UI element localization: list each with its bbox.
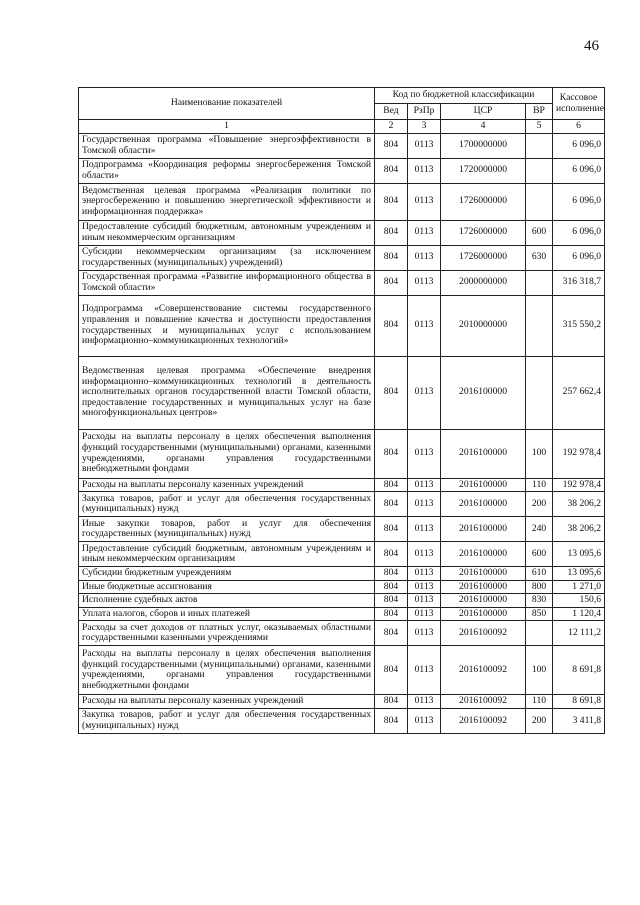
row-rzpr-cell: 0113 [408, 708, 441, 733]
row-name-cell: Предоставление субсидий бюджетным, автономным учреждениям и иным некоммерческим организациям [79, 220, 375, 245]
row-amount-cell: 316 318,7 [553, 270, 605, 295]
row-vr-cell: 100 [526, 646, 553, 695]
row-name-cell: Государственная программа «Развитие информационного общества в Томской области» [79, 270, 375, 295]
row-vr-cell: 600 [526, 542, 553, 567]
row-csr-cell: 2016100092 [441, 695, 526, 709]
row-rzpr-cell: 0113 [408, 542, 441, 567]
row-name-cell: Расходы на выплаты персоналу в целях обеспечения выполнения функций государственными (муниципальными) органами, казенными учреждениями, органами управления государственными внебюджетными фондами [79, 646, 375, 695]
row-ved-cell: 804 [375, 133, 408, 158]
row-vr-cell: 110 [526, 695, 553, 709]
column-number-6: 6 [553, 120, 605, 134]
row-csr-cell: 1726000000 [441, 220, 526, 245]
row-csr-cell: 2016100000 [441, 356, 526, 429]
table-row [79, 133, 605, 158]
table-row [79, 356, 605, 429]
row-amount-cell: 6 096,0 [553, 220, 605, 245]
table-row [79, 594, 605, 608]
table-row [79, 708, 605, 733]
row-name-cell: Расходы на выплаты персоналу казенных учреждений [79, 695, 375, 709]
row-csr-cell: 1720000000 [441, 158, 526, 183]
row-amount-cell: 3 411,8 [553, 708, 605, 733]
row-csr-cell: 2016100000 [441, 492, 526, 517]
row-name-cell: Субсидии бюджетным учреждениям [79, 567, 375, 581]
row-ved-cell: 804 [375, 517, 408, 542]
table-row [79, 607, 605, 621]
table-row [79, 695, 605, 709]
row-amount-cell: 6 096,0 [553, 183, 605, 220]
row-amount-cell: 315 550,2 [553, 295, 605, 356]
table-row [79, 580, 605, 594]
row-csr-cell: 2016100000 [441, 567, 526, 581]
row-csr-cell: 2010000000 [441, 295, 526, 356]
row-name-cell: Ведомственная целевая программа «Обеспечение внедрения информационно–коммуникационных технологий в деятельность исполнительных органов государственной власти Томской области, предоставление государственных и муниципальных услуг на базе многофункциональных центров» [79, 356, 375, 429]
table-row [79, 158, 605, 183]
table-body [79, 133, 605, 733]
table-row [79, 220, 605, 245]
row-ved-cell: 804 [375, 245, 408, 270]
header-csr: ЦСР [441, 104, 526, 120]
row-csr-cell: 2016100000 [441, 429, 526, 478]
row-name-cell: Ведомственная целевая программа «Реализация политики по энергосбережению и повышению энергетической эффективности и информационная поддержка» [79, 183, 375, 220]
row-csr-cell: 1700000000 [441, 133, 526, 158]
row-csr-cell: 2016100000 [441, 594, 526, 608]
row-name-cell: Исполнение судебных актов [79, 594, 375, 608]
row-csr-cell: 2000000000 [441, 270, 526, 295]
row-csr-cell: 2016100000 [441, 580, 526, 594]
column-number-5: 5 [526, 120, 553, 134]
row-ved-cell: 804 [375, 183, 408, 220]
row-ved-cell: 804 [375, 594, 408, 608]
row-vr-cell: 830 [526, 594, 553, 608]
row-amount-cell: 6 096,0 [553, 158, 605, 183]
header-name-column: Наименование показателей [79, 88, 375, 120]
row-vr-cell: 630 [526, 245, 553, 270]
row-amount-cell: 1 271,0 [553, 580, 605, 594]
row-ved-cell: 804 [375, 708, 408, 733]
budget-table [78, 87, 605, 734]
row-vr-cell [526, 133, 553, 158]
row-name-cell: Подпрограмма «Совершенствование системы государственного управления и повышение качества и доступности предоставления государственных и муниципальных услуг с использованием информационно–коммуникационных технологий» [79, 295, 375, 356]
row-vr-cell: 200 [526, 492, 553, 517]
row-rzpr-cell: 0113 [408, 594, 441, 608]
row-rzpr-cell: 0113 [408, 158, 441, 183]
row-vr-cell: 110 [526, 478, 553, 492]
row-csr-cell: 2016100000 [441, 607, 526, 621]
row-rzpr-cell: 0113 [408, 478, 441, 492]
row-name-cell: Иные бюджетные ассигнования [79, 580, 375, 594]
table-row [79, 245, 605, 270]
row-name-cell: Закупка товаров, работ и услуг для обеспечения государственных (муниципальных) нужд [79, 492, 375, 517]
row-rzpr-cell: 0113 [408, 492, 441, 517]
column-number-2: 2 [375, 120, 408, 134]
table-row [79, 429, 605, 478]
row-rzpr-cell: 0113 [408, 270, 441, 295]
row-vr-cell: 200 [526, 708, 553, 733]
row-ved-cell: 804 [375, 220, 408, 245]
table-row [79, 542, 605, 567]
table-row [79, 492, 605, 517]
header-rzpr: РзПр [408, 104, 441, 120]
row-ved-cell: 804 [375, 356, 408, 429]
header-ved: Вед [375, 104, 408, 120]
row-csr-cell: 1726000000 [441, 245, 526, 270]
table-row [79, 183, 605, 220]
row-ved-cell: 804 [375, 158, 408, 183]
table-row [79, 270, 605, 295]
table-row [79, 646, 605, 695]
header-code-group: Код по бюджетной классификации [375, 88, 553, 104]
row-vr-cell [526, 295, 553, 356]
row-ved-cell: 804 [375, 607, 408, 621]
row-csr-cell: 2016100092 [441, 621, 526, 646]
row-ved-cell: 804 [375, 478, 408, 492]
row-rzpr-cell: 0113 [408, 621, 441, 646]
row-name-cell: Иные закупки товаров, работ и услуг для обеспечения государственных (муниципальных) нужд [79, 517, 375, 542]
row-amount-cell: 192 978,4 [553, 478, 605, 492]
row-csr-cell: 2016100000 [441, 542, 526, 567]
row-vr-cell [526, 158, 553, 183]
row-name-cell: Субсидии некоммерческим организациям (за исключением государственных (муниципальных) учреждений) [79, 245, 375, 270]
row-vr-cell: 850 [526, 607, 553, 621]
row-vr-cell: 800 [526, 580, 553, 594]
row-csr-cell: 2016100000 [441, 478, 526, 492]
row-amount-cell: 13 095,6 [553, 542, 605, 567]
row-rzpr-cell: 0113 [408, 295, 441, 356]
row-csr-cell: 2016100092 [441, 708, 526, 733]
row-rzpr-cell: 0113 [408, 517, 441, 542]
row-vr-cell [526, 270, 553, 295]
row-amount-cell: 6 096,0 [553, 133, 605, 158]
row-name-cell: Государственная программа «Повышение энергоэффективности в Томской области» [79, 133, 375, 158]
row-rzpr-cell: 0113 [408, 245, 441, 270]
column-number-1: 1 [79, 120, 375, 134]
row-ved-cell: 804 [375, 646, 408, 695]
row-amount-cell: 12 111,2 [553, 621, 605, 646]
row-amount-cell: 8 691,8 [553, 646, 605, 695]
row-amount-cell: 6 096,0 [553, 245, 605, 270]
row-name-cell: Подпрограмма «Координация реформы энергосбережения Томской области» [79, 158, 375, 183]
row-vr-cell [526, 356, 553, 429]
row-amount-cell: 13 095,6 [553, 567, 605, 581]
row-vr-cell: 600 [526, 220, 553, 245]
header-amount-column: Кассовое исполнение [553, 88, 605, 120]
row-amount-cell: 38 206,2 [553, 492, 605, 517]
row-rzpr-cell: 0113 [408, 567, 441, 581]
table-row [79, 567, 605, 581]
page-number: 46 [584, 38, 599, 54]
row-ved-cell: 804 [375, 621, 408, 646]
row-amount-cell: 8 691,8 [553, 695, 605, 709]
row-ved-cell: 804 [375, 695, 408, 709]
table-row [79, 517, 605, 542]
header-vr: ВР [526, 104, 553, 120]
row-rzpr-cell: 0113 [408, 429, 441, 478]
row-name-cell: Расходы на выплаты персоналу казенных учреждений [79, 478, 375, 492]
column-number-4: 4 [441, 120, 526, 134]
row-amount-cell: 150,6 [553, 594, 605, 608]
row-vr-cell: 610 [526, 567, 553, 581]
row-rzpr-cell: 0113 [408, 580, 441, 594]
row-rzpr-cell: 0113 [408, 220, 441, 245]
row-name-cell: Уплата налогов, сборов и иных платежей [79, 607, 375, 621]
row-ved-cell: 804 [375, 567, 408, 581]
row-csr-cell: 2016100000 [441, 517, 526, 542]
row-csr-cell: 1726000000 [441, 183, 526, 220]
column-number-3: 3 [408, 120, 441, 134]
row-rzpr-cell: 0113 [408, 133, 441, 158]
row-ved-cell: 804 [375, 429, 408, 478]
table-row [79, 621, 605, 646]
row-vr-cell: 240 [526, 517, 553, 542]
row-rzpr-cell: 0113 [408, 356, 441, 429]
row-amount-cell: 38 206,2 [553, 517, 605, 542]
row-amount-cell: 192 978,4 [553, 429, 605, 478]
row-rzpr-cell: 0113 [408, 646, 441, 695]
row-name-cell: Расходы на выплаты персоналу в целях обеспечения выполнения функций государственными (муниципальными) органами, казенными учреждениями, органами управления государственными внебюджетными фондами [79, 429, 375, 478]
row-ved-cell: 804 [375, 492, 408, 517]
row-vr-cell: 100 [526, 429, 553, 478]
row-vr-cell [526, 621, 553, 646]
row-ved-cell: 804 [375, 295, 408, 356]
row-name-cell: Закупка товаров, работ и услуг для обеспечения государственных (муниципальных) нужд [79, 708, 375, 733]
row-rzpr-cell: 0113 [408, 695, 441, 709]
row-amount-cell: 1 120,4 [553, 607, 605, 621]
table-row [79, 295, 605, 356]
row-vr-cell [526, 183, 553, 220]
row-ved-cell: 804 [375, 270, 408, 295]
row-ved-cell: 804 [375, 580, 408, 594]
row-name-cell: Расходы за счет доходов от платных услуг, оказываемых областными государственными казенными учреждениями [79, 621, 375, 646]
row-rzpr-cell: 0113 [408, 607, 441, 621]
table-row [79, 478, 605, 492]
row-ved-cell: 804 [375, 542, 408, 567]
row-rzpr-cell: 0113 [408, 183, 441, 220]
row-name-cell: Предоставление субсидий бюджетным, автономным учреждениям и иным некоммерческим организациям [79, 542, 375, 567]
row-csr-cell: 2016100092 [441, 646, 526, 695]
row-amount-cell: 257 662,4 [553, 356, 605, 429]
